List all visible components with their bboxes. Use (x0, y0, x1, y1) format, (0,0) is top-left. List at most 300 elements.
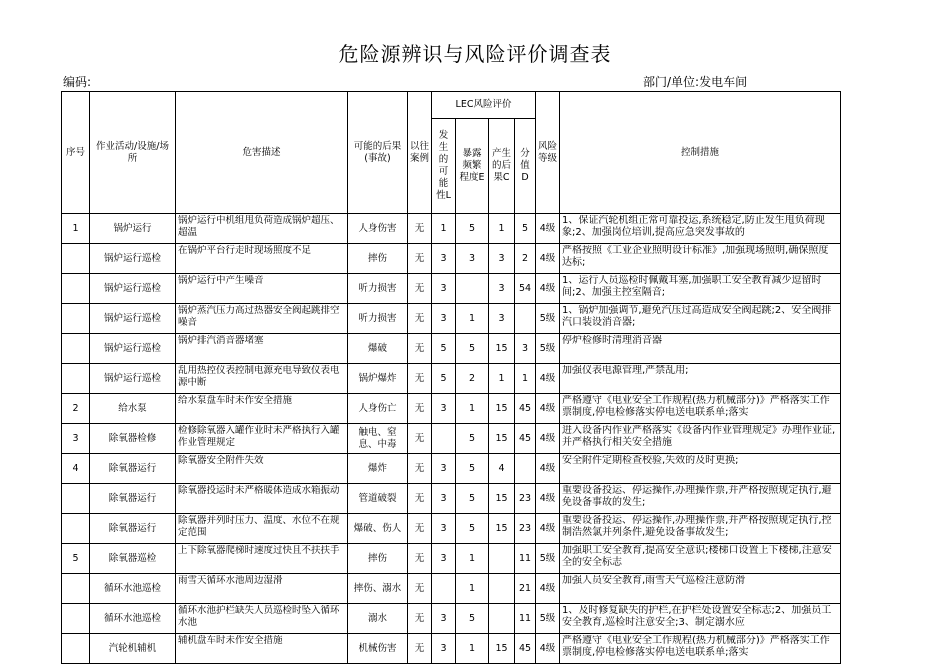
cell-L-text: 5 (440, 372, 447, 384)
cell-D (515, 394, 536, 424)
cell-C-text: 15 (495, 492, 508, 504)
cell-seq-text (64, 245, 87, 273)
cell-control (560, 334, 841, 364)
cell-level-text: 4级 (539, 282, 556, 294)
cell-consequence (348, 484, 408, 514)
cell-L (432, 214, 456, 244)
cell-consequence-text: 锅炉爆炸 (358, 372, 397, 384)
cell-hazard (176, 274, 348, 304)
cell-L (432, 574, 456, 604)
cell-E (456, 274, 489, 304)
cell-level (536, 394, 560, 424)
cell-control-text: 严格按照《工业企业照明设计标准》,加强现场照明,确保照度达标; (562, 245, 829, 268)
cell-control (560, 394, 841, 424)
cell-D-text: 21 (518, 582, 532, 594)
cell-activity-text: 锅炉运行 (113, 222, 152, 234)
cell-activity (90, 214, 176, 244)
cell-C (489, 274, 515, 304)
cell-level (536, 544, 560, 574)
cell-hazard (176, 304, 348, 334)
cell-activity (90, 274, 176, 304)
cell-L-text: 3 (440, 282, 447, 294)
cell-level-text: 4级 (539, 642, 556, 654)
cell-history (408, 634, 432, 664)
cell-activity-text: 锅炉运行巡检 (103, 372, 161, 384)
cell-E (456, 334, 489, 364)
cell-E-text: 1 (468, 552, 476, 564)
cell-D-text: 11 (518, 612, 532, 624)
cell-control (560, 634, 841, 664)
cell-seq (62, 604, 90, 634)
cell-hazard (176, 574, 348, 604)
cell-control (560, 364, 841, 394)
cell-hazard-text: 给水泵盘车时未作安全措施 (178, 395, 293, 406)
cell-E-text: 1 (468, 402, 476, 414)
cell-hazard (176, 544, 348, 574)
cell-D-text: 45 (518, 432, 532, 444)
cell-E-text: 5 (468, 342, 476, 354)
cell-activity-text: 除氧器运行 (108, 462, 157, 474)
cell-seq (62, 514, 90, 544)
cell-L-text: 3 (440, 552, 447, 564)
cell-L (432, 274, 456, 304)
cell-D-text: 54 (518, 282, 532, 294)
cell-activity (90, 574, 176, 604)
cell-D (515, 424, 536, 454)
cell-control-text: 1、运行人员巡检时佩戴耳塞,加强职工安全教育减少逗留时间;2、加强主控室隔音; (562, 275, 822, 298)
cell-control (560, 604, 841, 634)
cell-activity-text: 锅炉运行巡检 (103, 282, 161, 294)
cell-consequence-text: 摔伤、溺水 (353, 582, 402, 594)
cell-C (489, 544, 515, 574)
cell-E (456, 454, 489, 484)
cell-E-text: 2 (468, 372, 476, 384)
cell-C (489, 574, 515, 604)
cell-seq-text: 3 (72, 432, 79, 444)
cell-control-text: 1、锅炉加强调节,避免汽压过高造成安全阀起跳;2、安全阀排汽口装设消音器; (562, 305, 832, 328)
cell-history-text: 无 (414, 372, 425, 384)
cell-control (560, 454, 841, 484)
cell-C-text: 15 (495, 402, 508, 414)
table-row (62, 394, 841, 424)
cell-activity (90, 514, 176, 544)
cell-seq-text (64, 365, 87, 393)
cell-history-text: 无 (414, 402, 425, 414)
cell-hazard-text: 上下除氧器爬梯时速度过快且不扶扶手 (178, 545, 340, 556)
cell-consequence (348, 394, 408, 424)
cell-history (408, 514, 432, 544)
cell-consequence-text: 人身伤害 (358, 222, 397, 234)
cell-C (489, 244, 515, 274)
cell-control (560, 514, 841, 544)
cell-consequence (348, 544, 408, 574)
cell-level-text: 4级 (539, 222, 556, 234)
cell-E-text: 1 (468, 642, 476, 654)
cell-level-text: 4级 (539, 492, 556, 504)
cell-seq (62, 214, 90, 244)
cell-L-text: 3 (440, 642, 447, 654)
cell-L (432, 484, 456, 514)
cell-hazard-text: 除氧器投运时未严格暖体造成水箱振动 (178, 485, 340, 496)
cell-seq-text (64, 485, 87, 513)
cell-history-text: 无 (414, 312, 425, 324)
cell-control-text: 停炉检修时清理消音器 (562, 335, 662, 346)
cell-control-text: 加强仪表电源管理,严禁乱用; (562, 365, 689, 376)
cell-D-text: 45 (518, 402, 532, 414)
cell-hazard-text: 除氧器并列时压力、温度、水位不在规定范围 (178, 515, 340, 538)
cell-L (432, 364, 456, 394)
cell-C-text (491, 545, 512, 573)
cell-control-text: 1、保证汽轮机组正常可靠投运,系统稳定,防止发生甩负荷现象;2、加强岗位培训,提高应急突发事故的 (562, 215, 825, 238)
cell-control-text: 加强职工安全教育,提高安全意识;楼梯口设置上下楼梯,注意安全的安全标志 (562, 545, 832, 568)
cell-history-text: 无 (414, 282, 425, 294)
cell-E-text: 5 (468, 522, 476, 534)
cell-consequence-text: 听力损害 (358, 312, 397, 324)
table-row (62, 514, 841, 544)
cell-activity (90, 364, 176, 394)
cell-hazard-text: 检修除氧器入罐作业时未严格执行入罐作业管理规定 (178, 425, 340, 448)
cell-C (489, 484, 515, 514)
cell-level (536, 274, 560, 304)
cell-seq (62, 634, 90, 664)
cell-seq (62, 574, 90, 604)
cell-D (515, 214, 536, 244)
cell-seq-text (64, 305, 87, 333)
cell-activity (90, 304, 176, 334)
cell-history-text: 无 (414, 492, 425, 504)
cell-E-text: 1 (468, 582, 476, 594)
cell-L-text: 3 (440, 492, 447, 504)
cell-level (536, 364, 560, 394)
table-row (62, 604, 841, 634)
cell-D-text: 23 (518, 492, 532, 504)
cell-activity (90, 394, 176, 424)
cell-hazard (176, 484, 348, 514)
cell-consequence (348, 334, 408, 364)
cell-hazard (176, 364, 348, 394)
cell-consequence-text: 听力损害 (358, 282, 397, 294)
cell-seq (62, 454, 90, 484)
cell-D (515, 274, 536, 304)
table-row (62, 244, 841, 274)
header-history: 以往案例 (408, 92, 432, 214)
cell-D (515, 334, 536, 364)
cell-level-text: 5级 (539, 312, 556, 324)
cell-activity (90, 544, 176, 574)
cell-D-text (517, 455, 533, 483)
cell-hazard-text: 锅炉排汽消音器堵塞 (178, 335, 264, 346)
cell-history (408, 484, 432, 514)
cell-activity (90, 424, 176, 454)
cell-seq-text (64, 335, 87, 363)
cell-E (456, 424, 489, 454)
cell-activity-text: 除氧器运行 (108, 492, 157, 504)
cell-level (536, 634, 560, 664)
cell-E (456, 514, 489, 544)
cell-D-text: 2 (521, 252, 529, 264)
cell-seq (62, 424, 90, 454)
header-L: 发生的可能性L (432, 119, 456, 214)
table-row (62, 364, 841, 394)
cell-consequence (348, 424, 408, 454)
header-hazard: 危害描述 (176, 92, 348, 214)
cell-D-text: 3 (521, 342, 529, 354)
cell-seq (62, 244, 90, 274)
cell-control (560, 484, 841, 514)
header-consequence: 可能的后果(事故) (348, 92, 408, 214)
cell-E (456, 214, 489, 244)
cell-hazard (176, 424, 348, 454)
cell-history-text: 无 (414, 642, 425, 654)
cell-history-text: 无 (414, 612, 425, 624)
cell-hazard-text: 雨雪天循环水池周边湿滑 (178, 575, 283, 586)
cell-L-text: 3 (440, 252, 447, 264)
cell-L-text: 3 (440, 462, 447, 474)
cell-seq-text: 4 (72, 462, 79, 474)
cell-L (432, 634, 456, 664)
cell-level-text: 4级 (539, 522, 556, 534)
cell-level (536, 214, 560, 244)
header-level: 风险等级 (536, 92, 560, 214)
cell-control-text: 加强人员安全教育,雨雪天气巡检注意防滑 (562, 575, 746, 586)
cell-L-text: 3 (440, 402, 447, 414)
cell-seq (62, 334, 90, 364)
cell-consequence (348, 274, 408, 304)
cell-activity (90, 244, 176, 274)
cell-D-text: 11 (518, 552, 532, 564)
cell-consequence-text: 管道破裂 (358, 492, 397, 504)
header-E: 暴露频繁程度E (456, 119, 489, 214)
cell-history (408, 244, 432, 274)
cell-hazard (176, 244, 348, 274)
cell-level-text: 4级 (539, 462, 556, 474)
cell-C-text: 1 (498, 372, 505, 384)
cell-activity-text: 锅炉运行巡检 (103, 252, 161, 264)
cell-consequence (348, 454, 408, 484)
cell-control (560, 214, 841, 244)
cell-control (560, 574, 841, 604)
cell-consequence-text: 机械伤害 (358, 642, 397, 654)
cell-activity-text: 除氧器检修 (108, 432, 157, 444)
cell-consequence (348, 304, 408, 334)
cell-hazard (176, 514, 348, 544)
cell-seq-text (64, 575, 87, 603)
cell-activity-text: 除氧器运行 (108, 522, 157, 534)
cell-C (489, 394, 515, 424)
cell-level-text: 4级 (539, 402, 556, 414)
cell-control-text: 安全附件定期检查校验,失效的及时更换; (562, 455, 739, 466)
cell-consequence-text: 爆破、伤人 (353, 522, 402, 534)
cell-hazard (176, 394, 348, 424)
cell-D (515, 604, 536, 634)
cell-C-text (491, 575, 512, 603)
cell-D (515, 514, 536, 544)
cell-consequence-text: 人身伤亡 (358, 402, 397, 414)
cell-control (560, 244, 841, 274)
cell-level-text: 4级 (539, 582, 556, 594)
cell-history-text: 无 (414, 432, 425, 444)
cell-D (515, 304, 536, 334)
cell-level-text: 4级 (539, 372, 556, 384)
table-row (62, 544, 841, 574)
cell-E (456, 634, 489, 664)
cell-hazard-text: 循环水池护栏缺失人员巡检时坠入循环水池 (178, 605, 340, 628)
cell-control (560, 274, 841, 304)
cell-D (515, 574, 536, 604)
cell-history (408, 604, 432, 634)
cell-level (536, 304, 560, 334)
cell-E-text: 5 (468, 612, 476, 624)
cell-consequence (348, 214, 408, 244)
cell-E (456, 364, 489, 394)
header-C: 产生的后果C (489, 119, 515, 214)
cell-C (489, 364, 515, 394)
cell-E-text (458, 275, 486, 303)
cell-level (536, 484, 560, 514)
table-row (62, 634, 841, 664)
header-D: 分值D (515, 119, 536, 214)
cell-L (432, 304, 456, 334)
cell-E (456, 244, 489, 274)
cell-control-text: 1、及时修复缺失的护栏,在护栏处设置安全标志;2、加强员工安全教育,巡检时注意安全;3、制定溺水应 (562, 605, 832, 628)
cell-consequence-text: 溺水 (367, 612, 387, 624)
table-row (62, 454, 841, 484)
cell-consequence-text: 爆炸 (367, 462, 387, 474)
cell-L-text: 5 (440, 342, 447, 354)
cell-seq (62, 484, 90, 514)
cell-consequence (348, 604, 408, 634)
cell-L-text (434, 425, 453, 453)
cell-C-text: 15 (495, 342, 508, 354)
hazard-table (61, 91, 841, 664)
cell-level-text: 5级 (539, 342, 556, 354)
cell-control-text: 重要设备投运、停运操作,办理操作票,并严格按照规定执行,控制浩然氯并列条件,避免设备事故发生; (562, 515, 832, 538)
cell-hazard-text: 除氧器安全附件失效 (178, 455, 264, 466)
cell-D (515, 454, 536, 484)
cell-E (456, 394, 489, 424)
header-activity: 作业活动/设施/场所 (90, 92, 176, 214)
cell-level (536, 454, 560, 484)
cell-L-text (434, 575, 453, 603)
cell-hazard-text: 锅炉蒸汽压力高过热器安全阀起跳排空噪音 (178, 305, 340, 328)
cell-history (408, 574, 432, 604)
cell-history-text: 无 (414, 582, 425, 594)
cell-seq (62, 394, 90, 424)
cell-control (560, 304, 841, 334)
cell-D (515, 544, 536, 574)
cell-history (408, 424, 432, 454)
cell-level (536, 604, 560, 634)
cell-level (536, 334, 560, 364)
cell-L (432, 244, 456, 274)
cell-consequence (348, 634, 408, 664)
cell-L (432, 454, 456, 484)
cell-E-text: 1 (468, 312, 476, 324)
cell-L (432, 424, 456, 454)
cell-level-text: 5级 (539, 612, 556, 624)
cell-activity-text: 循环水池巡检 (103, 612, 161, 624)
cell-consequence-text: 摔伤 (367, 252, 387, 264)
cell-C (489, 454, 515, 484)
cell-activity (90, 334, 176, 364)
cell-C (489, 334, 515, 364)
header-control: 控制措施 (560, 92, 841, 214)
cell-history (408, 394, 432, 424)
cell-D-text: 1 (521, 372, 529, 384)
cell-control-text: 严格遵守《电业安全工作规程(热力机械部分)》严格落实工作票制度,停电检修落实停电送电联系单;落实 (562, 635, 830, 658)
cell-activity (90, 634, 176, 664)
cell-history (408, 454, 432, 484)
cell-activity-text: 给水泵 (118, 402, 147, 414)
cell-D (515, 364, 536, 394)
cell-L (432, 334, 456, 364)
cell-D-text (517, 305, 533, 333)
cell-hazard-text: 锅炉运行中产生噪音 (178, 275, 264, 286)
table-row (62, 214, 841, 244)
cell-E (456, 574, 489, 604)
cell-history (408, 364, 432, 394)
cell-hazard (176, 604, 348, 634)
cell-history-text: 无 (414, 252, 425, 264)
cell-consequence-text: 爆破 (367, 342, 387, 354)
cell-consequence (348, 364, 408, 394)
cell-history-text: 无 (414, 522, 425, 534)
cell-L (432, 544, 456, 574)
cell-E-text: 5 (468, 492, 476, 504)
cell-seq-text (64, 635, 87, 663)
table-row (62, 274, 841, 304)
cell-hazard-text: 在锅炉平台行走时现场照度不足 (178, 245, 312, 256)
cell-seq (62, 304, 90, 334)
cell-history-text: 无 (414, 222, 425, 234)
cell-L (432, 394, 456, 424)
cell-L (432, 514, 456, 544)
cell-E-text: 5 (468, 462, 476, 474)
cell-E (456, 604, 489, 634)
cell-hazard (176, 214, 348, 244)
cell-level (536, 574, 560, 604)
cell-activity-text: 锅炉运行巡检 (103, 342, 161, 354)
cell-E (456, 484, 489, 514)
cell-E-text: 5 (468, 222, 476, 234)
cell-consequence-text: 触电、窒息、中毒 (358, 426, 397, 450)
cell-hazard-text: 辅机盘车时未作安全措施 (178, 635, 283, 646)
cell-C-text: 3 (498, 312, 505, 324)
cell-C (489, 214, 515, 244)
cell-seq (62, 544, 90, 574)
cell-activity (90, 484, 176, 514)
table-row (62, 574, 841, 604)
cell-C-text: 1 (498, 222, 505, 234)
cell-E (456, 544, 489, 574)
cell-activity (90, 604, 176, 634)
cell-C (489, 634, 515, 664)
cell-control-text: 重要设备投运、停运操作,办理操作票,并严格按照规定执行,避免设备事故的发生; (562, 485, 832, 508)
cell-seq (62, 274, 90, 304)
cell-C-text: 3 (498, 282, 505, 294)
cell-history-text: 无 (414, 342, 425, 354)
cell-consequence-text: 摔伤 (367, 552, 387, 564)
cell-C-text: 15 (495, 642, 508, 654)
cell-consequence (348, 244, 408, 274)
department-label: 部门/单位:发电车间 (643, 75, 748, 89)
cell-hazard-text: 锅炉运行中机组甩负荷造成锅炉超压、超温 (178, 215, 340, 238)
cell-D (515, 634, 536, 664)
cell-D-text: 23 (518, 522, 532, 534)
cell-D (515, 244, 536, 274)
cell-level (536, 514, 560, 544)
cell-D-text: 5 (521, 222, 529, 234)
